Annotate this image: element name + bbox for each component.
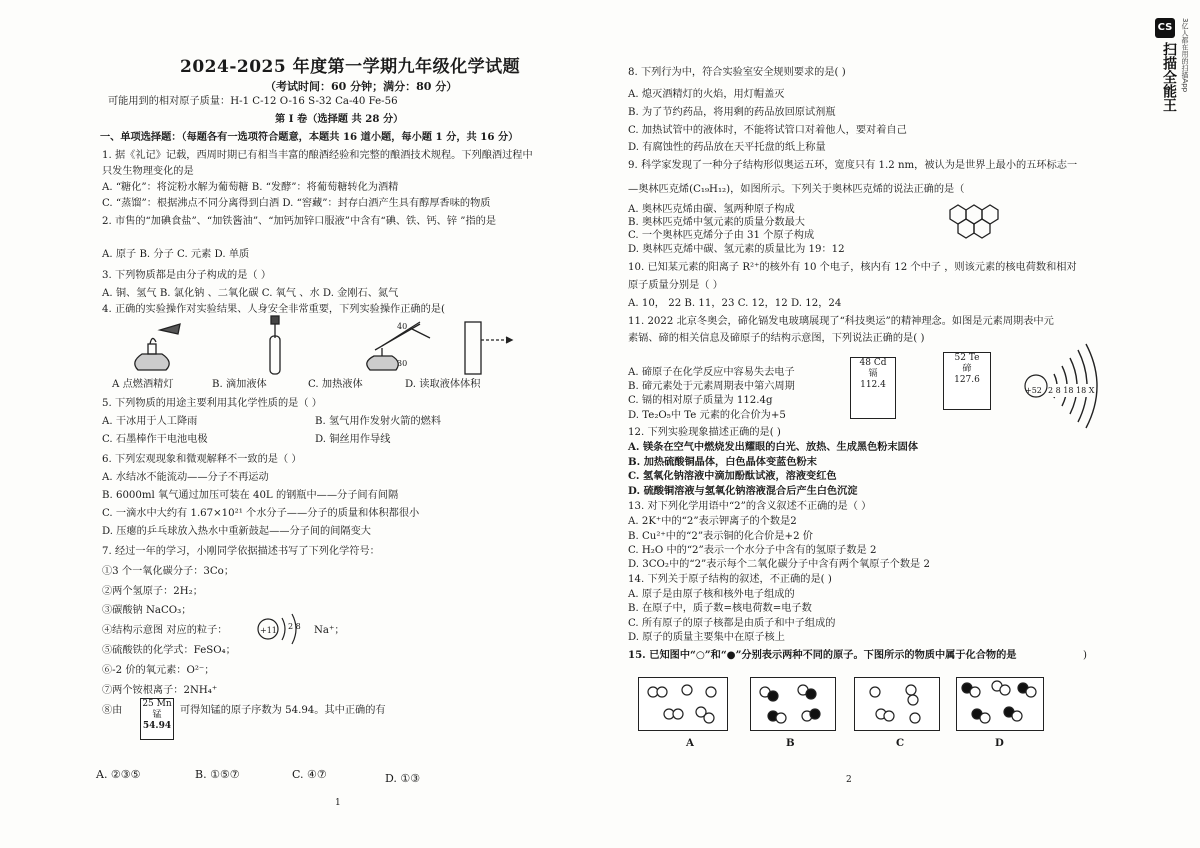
question-line: 5. 下列物质的用途主要利用其化学性质的是（ ） [102, 398, 322, 409]
option-line: C. 镉的相对原子质量为 112.4g [628, 395, 773, 406]
atomic-mass: 127.6 [954, 375, 980, 385]
molecule-box-b [750, 677, 836, 731]
question-line: 7. 经过一年的学习，小刚同学依据描述书写了下列化学符号： [102, 546, 380, 557]
app-tagline: 3亿人都在用的扫描App [1181, 18, 1189, 93]
graduated-cylinder-icon [465, 322, 512, 374]
nucleus-label: +52 [1025, 386, 1042, 395]
option-line: C. 一个奥林匹克烯分子由 31 个原子构成 [628, 230, 815, 241]
molecule-diagram-c [855, 678, 939, 730]
option-line: B. 为了节约药品，将用剩的药品放回原试剂瓶 [628, 107, 836, 118]
atomic-mass: 112.4 [860, 380, 886, 390]
option-line: B. ①⑤⑦ [195, 768, 240, 781]
option-line: C. “蒸馏”：根据沸点不同分离得到白酒 D. “窖藏”：封存白酒产生具有醇厚香味的物质 [102, 198, 491, 209]
option-line: D. Te₂O₅中 Te 元素的化合价为+5 [628, 410, 786, 421]
option-line: B. 6000ml 氧气通过加压可装在 40L 的钢瓶中——分子间有间隔 [102, 490, 399, 501]
lab-apparatus-figure [120, 322, 540, 377]
option-line: A. 水结冰不能流动——分子不再运动 [102, 472, 269, 483]
page-number: 2 [846, 775, 852, 785]
option-line: A. ②③⑤ [96, 768, 141, 781]
question-line: 1. 据《礼记》记载，西周时期已有相当丰富的酿酒经验和完整的酿酒技术规程。下列酿酒过程中 [102, 150, 533, 161]
sodium-ion-diagram [250, 612, 310, 646]
option-line: B. 碲元素处于元素周期表中第六周期 [628, 381, 795, 392]
option-line: D. 3CO₂中的“2”表示每个二氧化碳分子中含有两个氧原子个数是 2 [628, 559, 930, 570]
option-line: A. “糖化”：将淀粉水解为葡萄糖 B. “发酵”：将葡萄糖转化为酒精 [102, 182, 399, 193]
option-line: C. 一滴水中大约有 1.67×10²¹ 个水分子——分子的质量和体积都很小 [102, 508, 420, 519]
molecule-diagram-d [957, 678, 1043, 730]
option-line: D. 原子的质量主要集中在原子核上 [628, 632, 785, 643]
option-line: D. 压瘪的乒乓球放入热水中重新鼓起——分子间的间隔变大 [102, 526, 371, 537]
page-number: 1 [335, 798, 341, 808]
nucleus-label: +11 [260, 626, 277, 635]
ion-label: Na⁺； [314, 625, 345, 636]
option-line: A. 原子是由原子核和核外电子组成的 [628, 589, 795, 600]
option-line: B. 氢气用作发射火箭的燃料 [315, 416, 442, 427]
option-line: D. 硫酸铜溶液与氢氧化钠溶液混合后产生白色沉淀 [628, 485, 858, 497]
question-line: 8. 下列行为中，符合实验室安全规则要求的是( ) [628, 67, 846, 78]
molecule-diagram-b [751, 678, 835, 730]
figure-label: A 点燃酒精灯 [112, 379, 174, 390]
element-tile-mn [140, 698, 174, 740]
question-line: 6. 下列宏观现象和微观解释不一致的是（ ） [102, 454, 302, 465]
question-line: 只发生物理变化的是 [102, 166, 194, 177]
option-line: A. 原子 B. 分子 C. 元素 D. 单质 [102, 249, 250, 260]
q7-item: ⑤硫酸铁的化学式：FeSO₄； [102, 645, 236, 656]
question-line: —奥林匹克烯(C₁₉H₁₂)，如图所示。下列关于奥林匹克烯的说法正确的是（ [628, 184, 965, 195]
question-line: 原子质量分别是（ ） [628, 280, 723, 291]
exam-info: （考试时间：60 分钟；满分：80 分） [265, 80, 458, 93]
option-line: A. 奥林匹克烯由碳、氢两种原子构成 [628, 204, 795, 215]
shell-label: 2 8 18 18 X [1048, 386, 1095, 395]
question-line: 2. 市售的“加碘食盐”、“加铁酱油”、“加钙加锌口服液”中含有“碘、铁、钙、锌 ”指的是 [102, 216, 497, 227]
option-line: C. 所有原子的原子核都是由质子和中子组成的 [628, 618, 836, 629]
q7-item: ⑦两个铵根离子：2NH₄⁺ [102, 685, 218, 696]
question-line: 9. 科学家发现了一种分子结构形似奥运五环，宽度只有 1.2 nm，被认为是世界上最小的五环标志一 [628, 160, 1078, 171]
option-line: D. ①③ [385, 772, 421, 785]
figure-label: B [786, 737, 795, 749]
option-line: A. 10， 22 B. 11，23 C. 12，12 D. 12，24 [628, 298, 842, 309]
answer-paren: ) [1083, 650, 1087, 661]
app-brand-name: 扫描全能王 [1161, 42, 1177, 112]
option-line: C. 加热试管中的液体时，不能将试管口对着他人，要对着自己 [628, 125, 907, 136]
figure-label: C [896, 737, 905, 749]
option-line: C. ④⑦ [292, 768, 327, 781]
figure-label: A [686, 737, 694, 749]
option-line: A. 镁条在空气中燃烧发出耀眼的白光、放热、生成黑色粉末固体 [628, 441, 919, 453]
cylinder-scale-label: 30 [397, 359, 408, 368]
q7-item: ⑧由 [102, 705, 123, 716]
element-tile-te [943, 352, 991, 410]
figure-label: D. 读取液体体积 [405, 379, 481, 390]
option-line: B. Cu²⁺中的“2”表示铜的化合价是+2 价 [628, 531, 813, 542]
question-line: 14. 下列关于原子结构的叙述，不正确的是( ) [628, 574, 832, 585]
figure-label: B. 滴加液体 [212, 379, 267, 390]
molecule-box-a [638, 677, 728, 731]
element-name: 镉 [868, 369, 878, 379]
question-line: 4. 正确的实验操作对实验结果、人身安全非常重要，下列实验操作正确的是( [102, 304, 445, 315]
figure-label: D [995, 737, 1004, 749]
olympicene-structure-icon [938, 196, 1018, 248]
figure-label: C. 加热液体 [308, 379, 363, 390]
question-line: 15. 已知图中“○”和“●”分别表示两种不同的原子。下图所示的物质中属于化合物的是 [628, 649, 1017, 661]
section-header: 一、单项选择题：（每题各有一选项符合题意，本题共 16 道小题，每小题 1 分，共 16 分） [100, 131, 519, 143]
question-line: 3. 下列物质都是由分子构成的是（ ） [102, 270, 272, 281]
option-line: A. 干冰用于人工降雨 [102, 416, 198, 427]
question-line: 11. 2022 北京冬奥会，碲化镉发电玻璃展现了“科技奥运”的精神理念。如图是元素周期表中元 [628, 316, 1054, 327]
option-line: A. 铜、氢气 B. 氯化钠 、二氧化碳 C. 氧气 、水 D. 金刚石、氮气 [102, 288, 399, 299]
shell-label: 2 8 [288, 622, 301, 631]
question-line: 素镉、碲的相关信息及碲原子的结构示意图，下列说法正确的是( ) [628, 333, 925, 344]
q7-item: 可得知锰的原子序数为 54.94。其中正确的有 [180, 705, 386, 716]
option-line: D. 奥林匹克烯中碳、氢元素的质量比为 19：12 [628, 244, 845, 255]
test-tube-dropper-icon [270, 316, 280, 374]
part1-header: 第 I 卷（选择题 共 28 分） [275, 113, 404, 125]
atomic-number: 48 Cd [859, 358, 887, 368]
molecule-box-d [956, 677, 1044, 731]
question-line: 12. 下列实验现象描述正确的是( ) [628, 427, 781, 438]
option-line: B. 奥林匹克烯中氢元素的质量分数最大 [628, 217, 805, 228]
element-tile-cd [850, 357, 896, 419]
atomic-number: 52 Te [954, 353, 980, 363]
page-right [628, 0, 1188, 848]
element-name: 碲 [962, 364, 972, 374]
page-left [60, 0, 620, 848]
option-line: C. H₂O 中的“2”表示一个水分子中含有的氢原子数是 2 [628, 545, 877, 556]
q7-item: ①3 个一氧化碳分子：3Co； [102, 566, 235, 577]
option-line: C. 氢氧化钠溶液中滴加酚酞试液，溶液变红色 [628, 470, 837, 482]
atomic-number: 25 Mn [142, 699, 172, 709]
molecule-box-c [854, 677, 940, 731]
molecule-diagram-a [639, 678, 727, 730]
atomic-mass: 54.94 [142, 721, 172, 731]
camscanner-logo: CS [1155, 18, 1175, 38]
atomic-masses: 可能用到的相对原子质量：H-1 C-12 O-16 S-32 Ca-40 Fe-56 [108, 96, 398, 107]
option-line: D. 有腐蚀性的药品放在天平托盘的纸上称量 [628, 142, 826, 153]
option-line: A. 熄灭酒精灯的火焰，用灯帽盖灭 [628, 89, 785, 100]
page-title: 2024-2025 年度第一学期九年级化学试题 [180, 57, 521, 77]
element-name: 锰 [152, 710, 162, 720]
q7-item: ④结构示意图 对应的粒子： [102, 625, 228, 636]
q7-item: ②两个氢原子：2H₂； [102, 586, 203, 597]
question-line: 13. 对下列化学用语中“2”的含义叙述不正确的是（ ） [628, 501, 872, 512]
option-line: B. 在原子中，质子数=核电荷数=电子数 [628, 603, 812, 614]
q7-item: ⑥-2 价的氧元素：O²⁻； [102, 665, 215, 676]
option-line: B. 加热硫酸铜晶体，白色晶体变蓝色粉末 [628, 456, 817, 468]
option-line: A. 碲原子在化学反应中容易失去电子 [628, 367, 795, 378]
option-line: A. 2K⁺中的“2”表示钾离子的个数是2 [628, 516, 797, 527]
alcohol-lamp-icon [135, 324, 180, 370]
question-line: 10. 已知某元素的阳离子 R²⁺的核外有 10 个电子，核内有 12 个中子 ，则该元素的核电荷数和相对 [628, 262, 1077, 273]
cylinder-scale-label: 40 [397, 322, 408, 331]
q7-item: ③碳酸钠 NaCO₃； [102, 605, 192, 616]
option-line: D. 铜丝用作导线 [315, 434, 391, 445]
option-line: C. 石墨棒作干电池电极 [102, 434, 208, 445]
